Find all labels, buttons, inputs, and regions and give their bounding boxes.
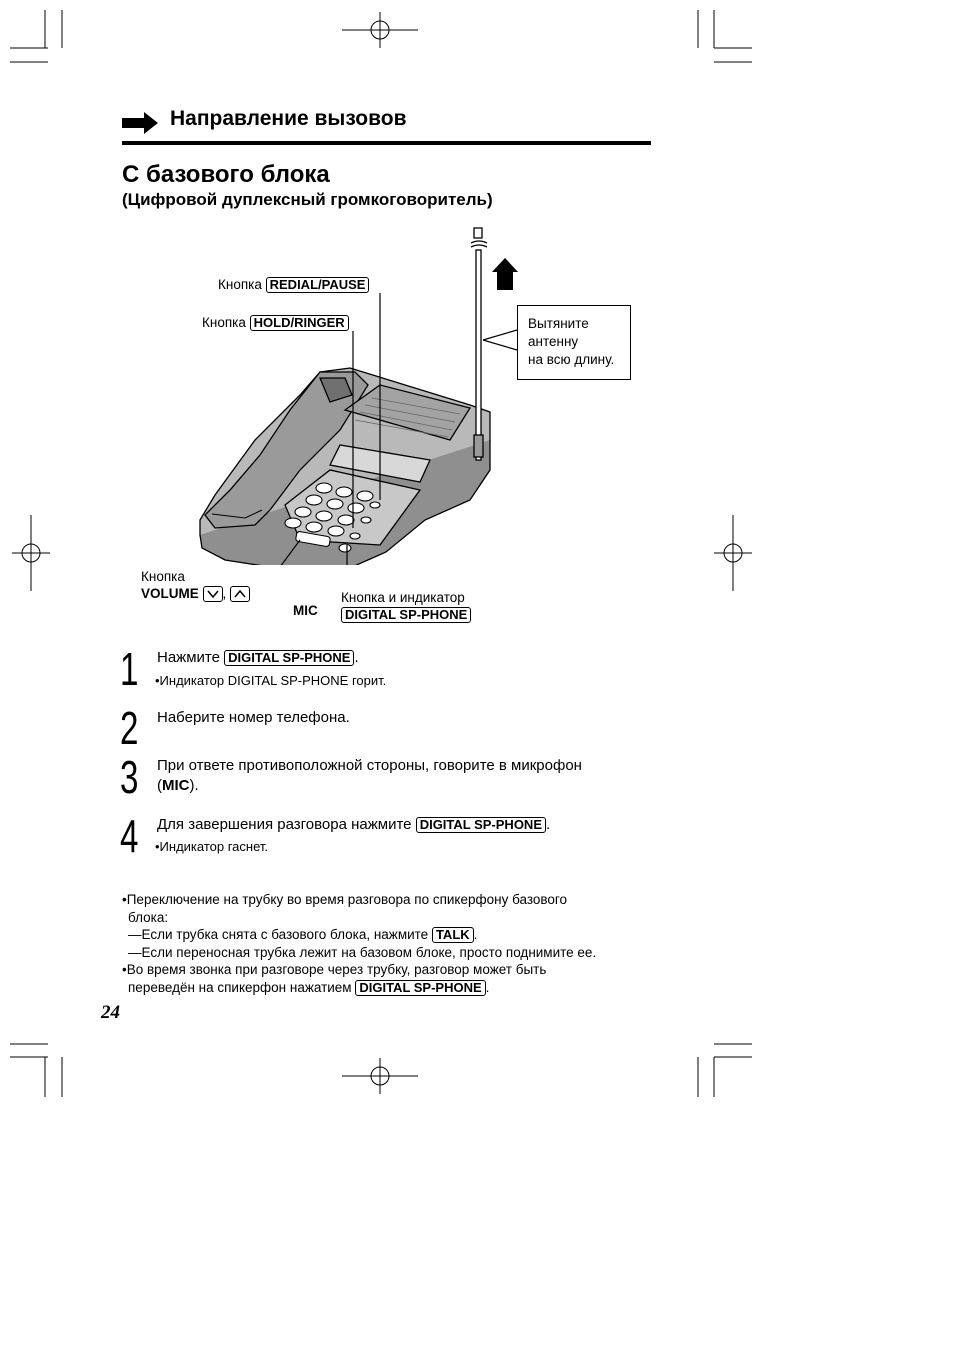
volume-label-line1: Кнопка — [141, 569, 185, 584]
volume-up-key — [230, 586, 250, 602]
step-1-text: Нажмите DIGITAL SP-PHONE . — [157, 649, 359, 666]
step-2-text: Наберите номер телефона. — [157, 709, 350, 726]
step-1-note: •Индикатор DIGITAL SP-PHONE горит. — [155, 673, 387, 688]
step-number: 4 — [120, 810, 139, 862]
section-title: Направление вызовов — [170, 107, 407, 130]
page-title: С базового блока — [122, 161, 330, 188]
page-number: 24 — [101, 1002, 120, 1023]
right-arrow-icon — [122, 112, 158, 134]
digital-sp-phone-key: DIGITAL SP-PHONE — [341, 607, 471, 623]
header-rule — [122, 141, 651, 145]
step-4-text: Для завершения разговора нажмите DIGITAL SP-PHONE . — [157, 816, 551, 833]
hold-ringer-label: Кнопка HOLD/RINGER — [202, 315, 349, 331]
step-3-text: При ответе противоположной стороны, говорите в микрофон (MIC). — [157, 757, 582, 794]
chevron-down-icon — [204, 587, 222, 601]
step-number: 3 — [120, 751, 139, 803]
talk-key: TALK — [432, 927, 474, 943]
notes-block: •Переключение на трубку во время разговора по спикерфону базового блока: —Если трубка снята с базового блока, нажмите TALK . —Если переносная трубка лежит на базовом блоке, просто поднимите ее. •Во время звонка при разговоре через трубку, разговор может быть переведён на спикерфон нажатием DIGITAL SP-PHONE . — [122, 892, 597, 995]
volume-down-key — [203, 586, 223, 602]
step-number: 1 — [120, 643, 139, 695]
redial-pause-key: REDIAL/PAUSE — [266, 277, 370, 293]
chevron-up-icon — [231, 587, 249, 601]
digital-sp-phone-key: DIGITAL SP-PHONE — [224, 650, 354, 666]
hold-ringer-key: HOLD/RINGER — [250, 315, 349, 331]
step-number: 2 — [120, 702, 139, 754]
digital-sp-phone-key: DIGITAL SP-PHONE — [355, 980, 485, 996]
redial-pause-label: Кнопка REDIAL/PAUSE — [218, 277, 369, 293]
phone-base-illustration — [190, 225, 520, 565]
sp-phone-label: Кнопка и индикатор — [341, 590, 465, 605]
volume-label: VOLUME , — [141, 586, 250, 602]
page-subtitle: (Цифровой дуплексный громкоговоритель) — [122, 190, 493, 209]
sp-phone-key-label — [341, 607, 471, 623]
mic-label: MIC — [293, 603, 318, 618]
step-4-note: •Индикатор гаснет. — [155, 839, 269, 854]
digital-sp-phone-key: DIGITAL SP-PHONE — [416, 817, 546, 833]
antenna-callout: Вытяните антенну на всю длину. — [517, 305, 631, 380]
